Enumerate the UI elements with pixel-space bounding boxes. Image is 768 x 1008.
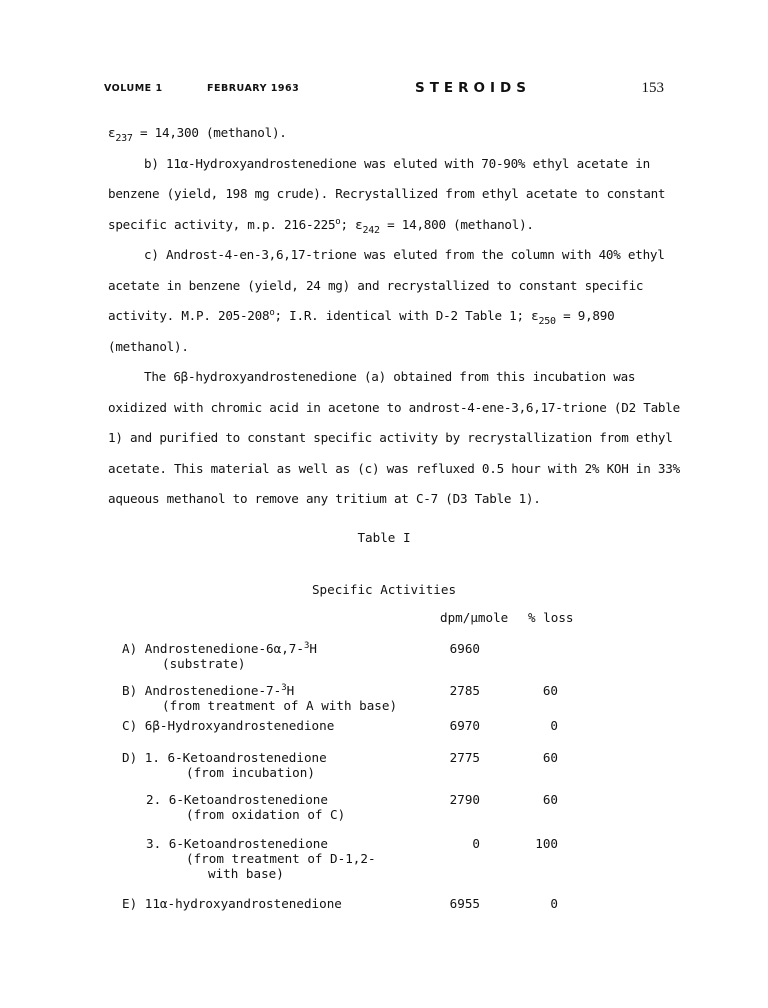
cell-loss: 100 [535,836,558,851]
cell-loss: 60 [542,750,558,765]
page-number: 153 [641,80,664,96]
paragraph-text: ; ε [340,216,363,232]
cell-dpm: 2785 [449,683,480,698]
cell-dpm: 6970 [449,718,480,733]
epsilon-subscript: 250 [538,316,556,327]
cell-dpm: 2775 [449,750,480,765]
column-header-loss: % loss [528,610,574,625]
row-label: E) 11α-hydroxyandrostenedione [122,896,342,911]
row-note: (from oxidation of C) [186,807,346,822]
cell-loss: 60 [542,792,558,807]
row-note: (from treatment of A with base) [162,698,398,713]
cell-loss: 0 [550,718,558,733]
column-header-dpm: dpm/μmole [440,610,509,625]
journal-title: STEROIDS [415,80,531,96]
cell-loss: 60 [542,683,558,698]
paragraph-text: c) Androst-4-en-3,6,17-trione was eluted from the column with 40% ethyl acetate in benzene (yield, 24 mg) and recrystallized to constant specific activity. M.P. 205-208 [108,247,665,323]
paragraph-b [108,149,688,241]
running-header [0,80,768,100]
degree-sign: o [269,308,275,318]
epsilon-subscript: 242 [362,224,380,236]
table-subtitle: Specific Activities [311,582,457,597]
paragraph-text: = 9,890 (methanol). [108,308,615,354]
paragraph-epsilon-237: $\varepsilon_{237} = 14,300$ (methanol). [108,125,287,144]
row-label: C) 6β-Hydroxyandrostenedione [122,718,335,733]
row-note-continued: with base) [208,866,284,881]
epsilon-subscript: 237 [115,133,133,144]
row-label: A) Androstenedione-6α,7-$^3$H [122,641,317,656]
cell-dpm: 6960 [449,641,480,656]
issue-date: FEBRUARY 1963 [207,83,300,94]
cell-loss: 0 [550,896,558,911]
row-note: (substrate) [162,656,246,671]
paragraph-text: b) 11α-Hydroxyandrostenedione was eluted with 70-90% ethyl acetate in benzene (yield, 198 mg crude). Recrystallized from ethyl acetate to constant specific activity, m.p. 216-225 [108,155,666,232]
row-label: 2. 6-Ketoandrostenedione [146,792,328,807]
row-label: D) 1. 6-Ketoandrostenedione [122,750,327,765]
paragraph-text: ; I.R. identical with D-2 Table 1; ε [274,308,539,323]
row-label: 3. 6-Ketoandrostenedione [146,836,328,851]
paragraph-text: = 14,800 (methanol). [379,216,534,232]
cell-dpm: 2790 [449,792,480,807]
table-title: Table I [357,530,411,545]
row-note: (from incubation) [186,765,315,780]
degree-sign: o [335,216,341,227]
paragraph-oxidation: The 6β-hydroxyandrostenedione (a) obtained from this incubation was oxidized with chromic acid in acetone to androst-4-ene-3,6,17-trione (D2 Table 1) and purified to constant specific activity by recrystallization from ethyl acetate. This material as well as (c) was refluxed 0.5 hour with 2% KOH in 33% aqueous methanol to remove any tritium at C-7 (D3 Table 1). [108,369,680,506]
cell-dpm: 6955 [449,896,480,911]
volume-label: VOLUME 1 [104,83,163,94]
row-note: (from treatment of D-1,2- [186,851,376,866]
body-text [108,118,688,515]
cell-dpm: 0 [472,836,480,851]
paragraph-text: = 14,300 (methanol). [132,125,287,140]
paragraph-c [108,240,688,362]
row-label: B) Androstenedione-7-$^3$H [122,683,295,698]
